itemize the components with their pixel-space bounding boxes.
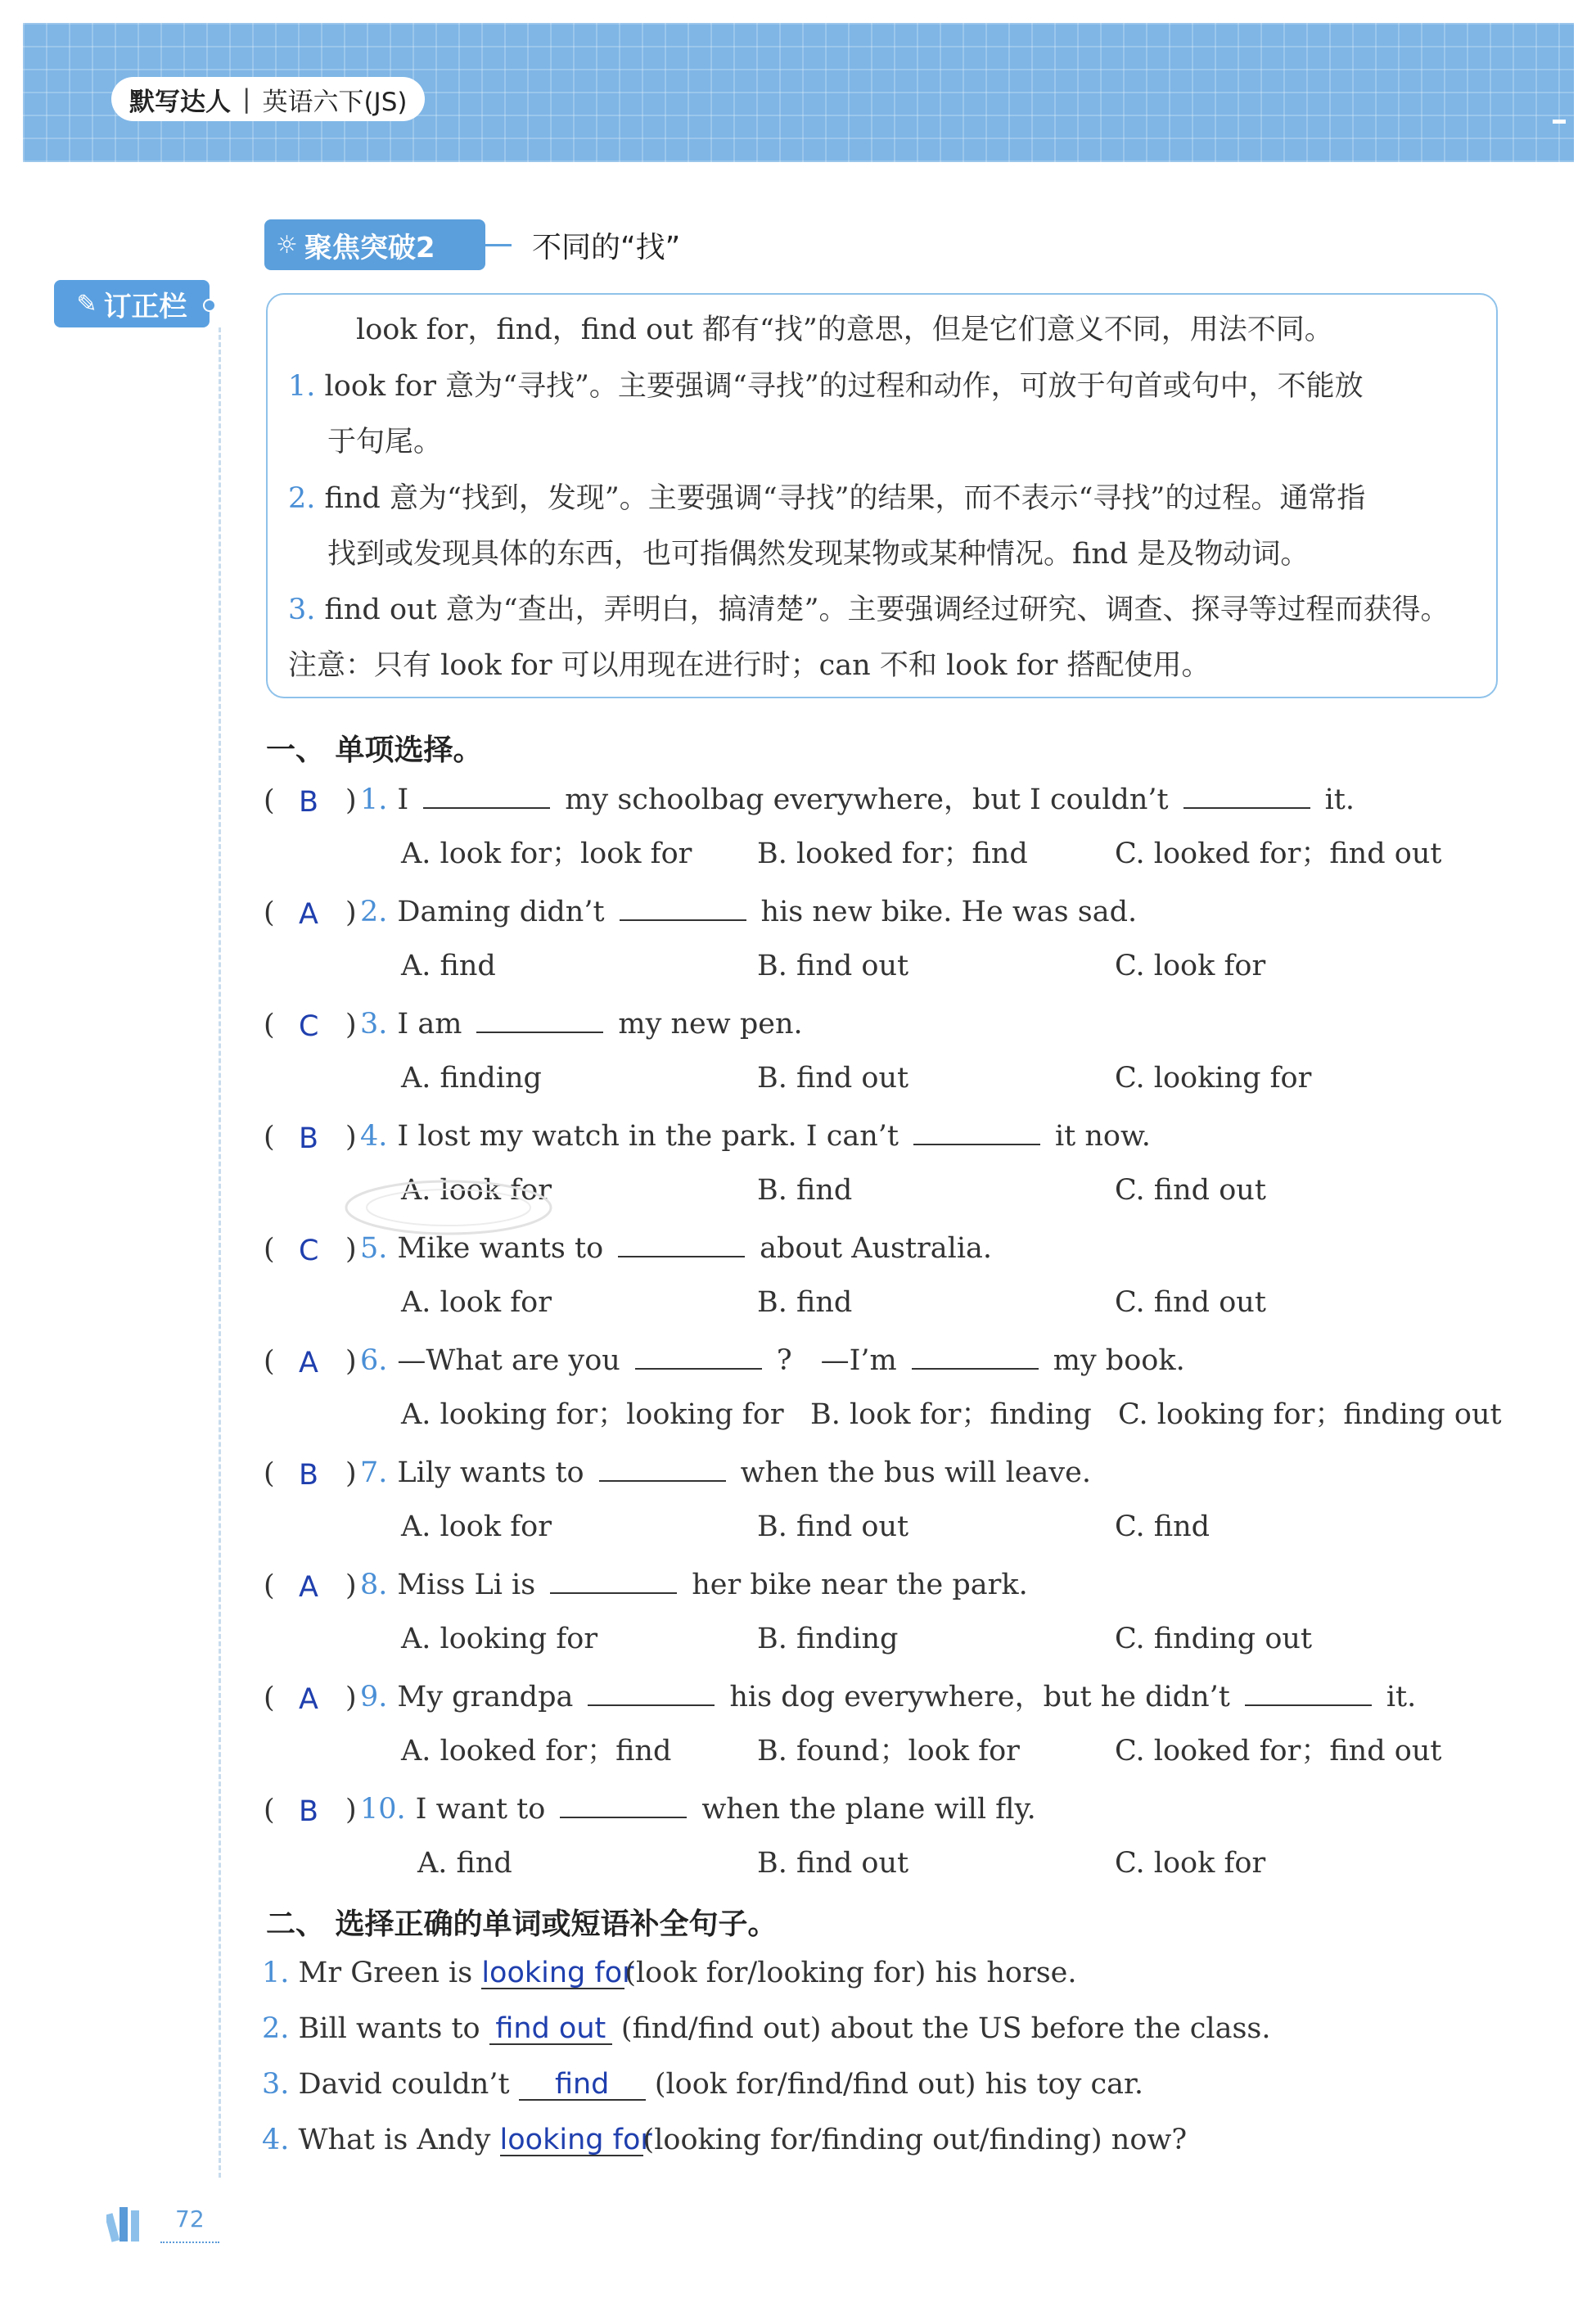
answer-paren-open: ( [264,1682,275,1714]
question-text: My grandpa [397,1681,574,1713]
answer-blank[interactable] [588,1682,715,1706]
answer-blank[interactable] [618,1233,745,1257]
question-8-option-b[interactable]: B. finding [757,1623,899,1655]
pencil-icon: ✎ [76,289,97,318]
question-7-option-b[interactable]: B. find out [757,1510,909,1543]
question-8-number: 8. [360,1569,388,1601]
answer-paren-open: ( [264,1457,275,1490]
note-item-1-text: look for 意为“寻找”。主要强调“寻找”的过程和动作，可放于句首或句中，不能放 [324,370,1364,403]
question-text: I want to [415,1793,546,1826]
correction-tab [54,280,210,327]
answer-blank[interactable] [635,1345,762,1370]
note-item-1-line-2: 于句尾。 [327,426,443,458]
question-10-option-a[interactable]: A. find [417,1847,512,1880]
note-caution: 注意：只有 look for 可以用现在进行时；can 不和 look for 搭配使用。 [288,649,1211,682]
focus-badge [264,219,485,270]
fill-item-2-answer[interactable]: find out [489,2015,612,2045]
question-6 [360,1345,1185,1375]
question-2 [360,896,1137,927]
lightbulb-icon: ☼ [276,230,298,260]
note-item-2-line-2: 找到或发现具体的东西，也可指偶然发现某物或某种情况。find 是及物动词。 [327,538,1310,571]
fill-item-1-number: 1. [262,1957,290,1989]
question-text: Miss Li is [397,1569,536,1601]
tab-dot [203,299,216,312]
note-item-2-number: 2. [288,482,316,515]
header-dash [1553,120,1566,124]
fill-item-2-number: 2. [262,2012,290,2045]
answer-paren-close: ) [345,1682,357,1714]
question-4-option-b[interactable]: B. find [757,1174,853,1207]
question-text: ? —I’m [776,1344,897,1377]
fill-item-3 [262,2070,1143,2101]
question-3-answer[interactable]: C [299,1010,319,1043]
question-10-option-b[interactable]: B. find out [757,1847,909,1880]
fill-item-2-before: Bill wants to [298,2012,480,2045]
question-text: her bike near the park. [692,1569,1028,1601]
fill-item-1 [262,1959,1077,1989]
fill-item-3-after: (look for/find/find out) his toy car. [654,2068,1143,2101]
question-9-option-c[interactable]: C. looked for；find out [1115,1735,1442,1767]
section-1-title: 一、 单项选择。 [266,734,483,767]
section-2-title: 二、 选择正确的单词或短语补全句子。 [266,1907,778,1941]
answer-paren-open: ( [264,896,275,929]
watermark-logo [334,1171,563,1244]
question-text: about Australia. [760,1232,993,1265]
question-3-number: 3. [360,1008,388,1041]
margin-dashed-line [219,327,221,2178]
question-text: I [397,783,409,816]
answer-paren-close: ) [345,1009,357,1041]
question-10 [360,1794,1036,1824]
question-4 [360,1121,1151,1151]
focus-badge-label: 聚焦突破2 [304,231,435,264]
question-4-option-c[interactable]: C. find out [1115,1174,1266,1207]
question-7 [360,1457,1091,1488]
question-10-number: 10. [360,1793,406,1826]
question-8-answer[interactable]: A [299,1571,318,1604]
answer-paren-close: ) [345,1121,357,1153]
fill-item-1-answer[interactable]: looking for [481,1957,634,1989]
question-2-option-c[interactable]: C. look for [1115,950,1266,982]
question-text: my new pen. [618,1008,803,1041]
question-text: Mike wants to [397,1232,604,1265]
answer-paren-open: ( [264,1233,275,1266]
question-5-number: 5. [360,1232,388,1265]
question-1-option-b[interactable]: B. looked for；find [757,837,1028,870]
fill-item-3-answer[interactable]: find [519,2070,646,2101]
answer-paren-open: ( [264,1345,275,1378]
question-10-option-c[interactable]: C. look for [1115,1847,1266,1880]
note-intro: look for，find，find out 都有“找”的意思，但是它们意义不同，用法不同。 [356,314,1333,346]
question-3-option-a[interactable]: A. finding [401,1062,542,1095]
question-1-option-a[interactable]: A. look for；look for [401,837,692,870]
answer-paren-open: ( [264,784,275,817]
question-6-option-a[interactable]: A. looking for；looking for [401,1398,784,1431]
note-item-3-text: find out 意为“查出，弄明白，搞清楚”。主要强调经过研究、调查、探寻等过程而获得。 [324,594,1449,626]
answer-paren-open: ( [264,1121,275,1153]
question-text: I lost my watch in the park. I can’t [397,1120,899,1153]
question-4-answer[interactable]: B [299,1122,319,1155]
header-separator: | [242,84,251,114]
question-2-option-a[interactable]: A. find [401,950,496,982]
answer-blank[interactable] [599,1457,726,1482]
question-text: Daming didn’t [397,896,605,928]
question-text: it. [1386,1681,1417,1713]
fill-item-4-after: (looking for/finding out/finding) now? [642,2124,1188,2156]
question-8 [360,1569,1028,1600]
question-3-option-c[interactable]: C. looking for [1115,1062,1312,1095]
question-7-option-c[interactable]: C. find [1115,1510,1211,1543]
fill-item-4-answer[interactable]: looking for [499,2124,652,2156]
fill-item-1-after: (look for/looking for) his horse. [624,1957,1077,1989]
question-text: —What are you [397,1344,620,1377]
answer-blank[interactable] [423,784,550,809]
header-band [23,23,1574,162]
fill-item-4 [262,2126,1187,2156]
answer-blank[interactable] [1183,784,1310,809]
question-text: his new bike. He was sad. [760,896,1138,928]
answer-paren-close: ) [345,896,357,929]
answer-blank[interactable] [476,1009,603,1033]
note-item-2-text: find 意为“找到，发现”。主要强调“寻找”的结果，而不表示“寻找”的过程。通常指 [324,482,1366,515]
answer-paren-close: ) [345,1345,357,1378]
answer-paren-open: ( [264,1569,275,1602]
note-item-3-line-1 [288,596,1449,625]
page-number-underline [160,2242,219,2243]
note-item-2-line-1 [288,482,1366,515]
fill-item-4-number: 4. [262,2124,290,2156]
question-6-number: 6. [360,1344,388,1377]
focus-title: 不同的“找” [532,231,681,264]
question-9-option-a[interactable]: A. looked for；find [401,1735,672,1767]
answer-blank[interactable] [620,896,746,921]
question-1-option-c[interactable]: C. looked for；find out [1115,837,1442,870]
question-text: it. [1324,783,1355,816]
answer-paren-close: ) [345,784,357,817]
question-6-option-c[interactable]: C. looking for；finding out [1118,1398,1502,1431]
question-5-option-c[interactable]: C. find out [1115,1286,1266,1319]
question-1-number: 1. [360,783,388,816]
question-2-option-b[interactable]: B. find out [757,950,909,982]
question-text: I am [397,1008,462,1041]
answer-paren-open: ( [264,1794,275,1826]
question-1-answer[interactable]: B [299,786,319,819]
fill-item-1-before: Mr Green is [298,1957,473,1989]
note-item-1-number: 1. [288,370,316,403]
question-text: my book. [1053,1344,1185,1377]
question-6-option-b[interactable]: B. look for；finding [810,1398,1092,1431]
question-text: it now. [1054,1120,1151,1153]
question-4-number: 4. [360,1120,388,1153]
answer-blank[interactable] [912,1345,1039,1370]
page-number: 72 [175,2205,205,2232]
answer-paren-close: ) [345,1457,357,1490]
question-4-option-a[interactable]: A. look for [401,1174,552,1207]
answer-paren-close: ) [345,1233,357,1266]
question-5-option-a[interactable]: A. look for [401,1286,552,1319]
fill-item-4-before: What is Andy [298,2124,491,2156]
question-7-number: 7. [360,1456,388,1489]
answer-blank[interactable] [550,1569,677,1594]
fill-item-3-number: 3. [262,2068,290,2101]
answer-blank[interactable] [913,1121,1040,1145]
question-3 [360,1009,803,1039]
header-subject: 英语六下(JS) [262,87,408,117]
question-9-option-b[interactable]: B. found；look for [757,1735,1020,1767]
question-9 [360,1682,1416,1712]
question-10-answer[interactable]: B [299,1795,319,1828]
answer-paren-close: ) [345,1794,357,1826]
answer-paren-open: ( [264,1009,275,1041]
question-8-option-a[interactable]: A. looking for [401,1623,598,1655]
note-item-3-number: 3. [288,594,316,626]
answer-paren-close: ) [345,1569,357,1602]
question-5-option-b[interactable]: B. find [757,1286,853,1319]
focus-connector [485,244,512,246]
question-7-answer[interactable]: B [299,1459,319,1492]
question-text: my schoolbag everywhere，but I couldn’t [565,783,1169,816]
note-item-1-line-1 [288,372,1364,401]
question-text: when the bus will leave. [740,1456,1092,1489]
question-text: his dog everywhere，but he didn’t [729,1681,1230,1713]
answer-blank[interactable] [560,1794,687,1818]
correction-tab-label: 订正栏 [103,290,187,323]
fill-item-2 [262,2012,1271,2045]
books-icon [106,2202,159,2243]
fill-item-2-after: (find/find out) about the US before the class. [620,2012,1271,2045]
question-9-answer[interactable]: A [299,1683,318,1716]
question-9-number: 9. [360,1681,388,1713]
question-8-option-c[interactable]: C. finding out [1115,1623,1313,1655]
fill-item-3-before: David couldn’t [298,2068,510,2101]
question-text: when the plane will fly. [701,1793,1036,1826]
question-1 [360,784,1355,815]
question-2-answer[interactable]: A [299,898,318,931]
answer-blank[interactable] [1245,1682,1372,1706]
question-7-option-a[interactable]: A. look for [401,1510,552,1543]
question-5-answer[interactable]: C [299,1235,319,1267]
question-6-answer[interactable]: A [299,1347,318,1379]
question-2-number: 2. [360,896,388,928]
question-3-option-b[interactable]: B. find out [757,1062,909,1095]
header-pill [111,77,425,121]
header-brand: 默写达人 [129,87,231,117]
question-text: Lily wants to [397,1456,584,1489]
